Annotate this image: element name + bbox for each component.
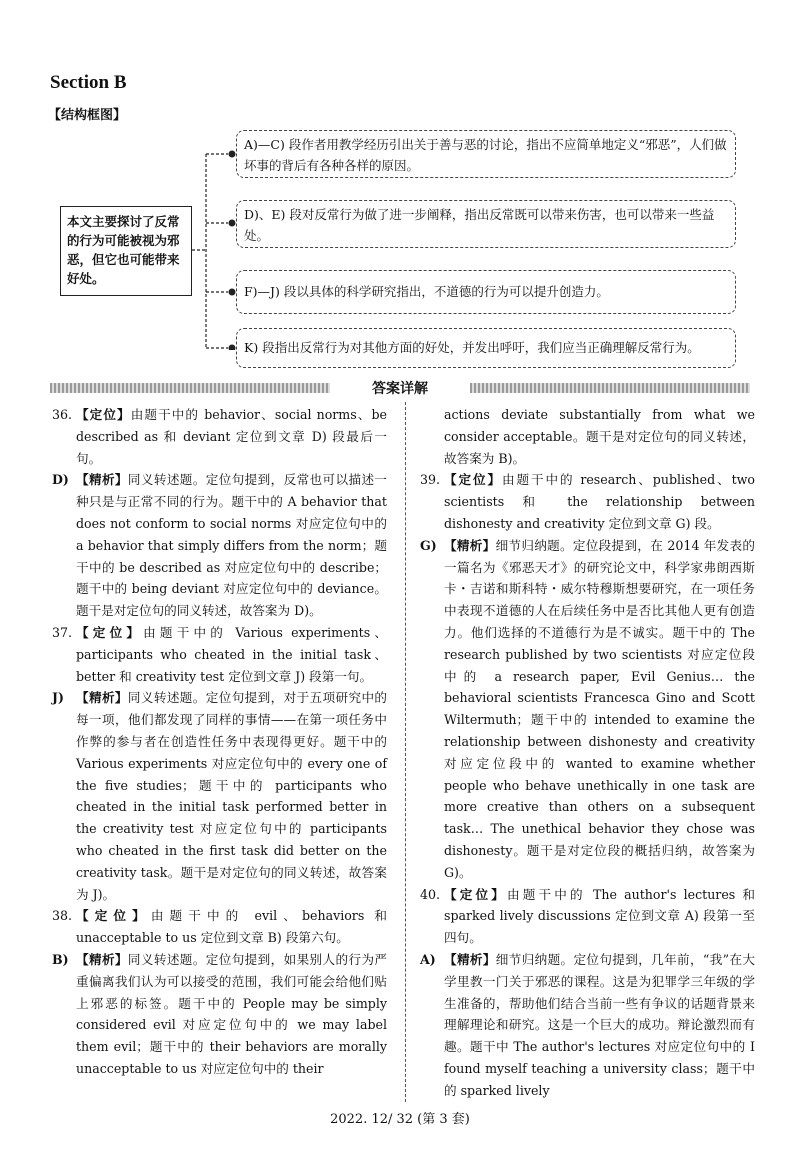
question-37-locate: [52, 622, 387, 687]
item-text: 由题干中的 evil、behaviors 和 unacceptable to us 定位到文章 B) 段第六句。: [76, 908, 387, 946]
item-text: 由题干中的 Various experiments、participants who cheated in the initial task、better 和 creativity test 定位到文章 J) 段第一句。: [76, 624, 387, 684]
item-tag: 【精析】: [444, 951, 496, 967]
branch-box-k: [236, 328, 736, 368]
item-mark: 40.: [420, 886, 441, 902]
answer-40-analysis: [420, 949, 755, 1102]
question-38-locate: [52, 905, 387, 949]
answer-heading: 答案详解: [372, 381, 428, 397]
item-text: 由题干中的 research、published、two scientists 和 the relationship between dishonesty and creativity 定位到文章 G) 段。: [444, 472, 755, 531]
item-text: 细节归纳题。定位段提到，在 2014 年发表的一篇名为《邪恶天才》的研究论文中，科学家弗朗西斯卡・吉诺和斯科特・威尔特穆斯想要研究，在一项任务中表现不道德的人在后续任务中是否比其他人更有创造力。他们选择的不道德行为是不诚实。题干中的 The research published by two scientists 对应定位段中的 a research paper, Evil Genius… the behavioral scientists Francesca Gino and Scott Wiltermuth；题干中的 intended to examine the relationship between dishonesty and creativity 对应定位段中的 wanted to examine whether people who behave unethically in one task are more creative than others on a subsequent task… The unethical behavior they chose was dishonesty。题干是对定位段的概括归纳，故答案为 G)。: [444, 537, 756, 880]
branch-text: F)—J) 段以具体的科学研究指出，不道德的行为可以提升创造力。: [244, 284, 609, 299]
answer-36-analysis: [52, 469, 387, 622]
item-tag: 【定位】: [76, 624, 144, 640]
item-text: 由题干中的 The author's lectures 和 sparked lively discussions 定位到文章 A) 段第一至四句。: [444, 886, 756, 946]
item-mark: D): [52, 472, 69, 488]
item-tag: 【精析】: [444, 537, 496, 553]
branch-box-f-j: [236, 270, 736, 314]
question-36-locate: [52, 404, 387, 469]
item-mark: 38.: [52, 908, 73, 924]
item-tag: 【精析】: [76, 951, 128, 967]
heading-band-left: [50, 383, 330, 393]
branch-box-a-c: [236, 130, 736, 178]
item-tag: 【精析】: [76, 690, 128, 706]
item-mark: A): [420, 951, 436, 967]
item-tag: 【定位】: [76, 908, 151, 924]
question-39-locate: [420, 469, 755, 534]
item-text: 同义转述题。定位句提到，反常也可以描述一种只是与正常不同的行为。题干中的 A behavior that does not conform to social norms 对应定位句中的 a behavior that simply differs from the norm；题干中的 be described as 对应定位句中的 describe；题干中的 being deviant 对应定位句中的 deviance。题干是对定位句的同义转述，故答案为 D)。: [76, 472, 388, 619]
column-divider: [405, 402, 406, 1102]
summary-text: 本文主要探讨了反常的行为可能被视为邪恶，但它也可能带来好处。: [67, 214, 180, 286]
right-column: [420, 404, 755, 1102]
answer-39-analysis: [420, 535, 755, 884]
answer-heading-bar: [50, 378, 750, 398]
item-text: 同义转述题。定位句提到，如果别人的行为严重偏离我们认为可以接受的范围，我们可能会给他们贴上邪恶的标签。题干中的 People may be simply considered evil 对应定位句中的 we may label them evil；题干中的 their behaviors are morally unacceptable to us 对应定位句中的 their: [76, 951, 388, 1076]
item-mark: J): [52, 690, 64, 706]
answer-37-analysis: [52, 687, 387, 905]
item-mark: 39.: [420, 472, 441, 488]
item-mark: G): [420, 537, 437, 553]
branch-box-d-e: [236, 200, 736, 248]
section-title: Section B: [50, 72, 127, 93]
heading-band-right: [470, 383, 750, 393]
item-text: 由题干中的 behavior、social norms、be described as 和 deviant 定位到文章 D) 段最后一句。: [76, 407, 387, 466]
answer-38-continuation: actions deviate substantially from what we consider acceptable。题干是对定位句的同义转述，故答案为 B)。: [444, 407, 755, 466]
answer-38-analysis: [52, 949, 387, 1080]
branch-text: A)—C) 段作者用教学经历引出关于善与恶的讨论，指出不应简单地定义“邪恶”，人们做坏事的背后有各种各样的原因。: [244, 137, 727, 173]
item-tag: 【定位】: [444, 472, 502, 488]
item-text: 同义转述题。定位句提到，对于五项研究中的每一项，他们都发现了同样的事情——在第一项任务中作弊的参与者在创造性任务中表现得更好。题干中的 Various experiments 对应定位句中的 every one of the five studies；题干中的 participants who cheated in the initial task performed better in the creativity test 对应定位句中的 participants who cheated in the first task did better on the creativity task。题干是对定位句的同义转述，故答案为 J)。: [76, 690, 388, 902]
branch-text: D)、E) 段对反常行为做了进一步阐释，指出反常既可以带来伤害，也可以带来一些益处。: [244, 207, 715, 243]
question-40-locate: [420, 884, 755, 949]
item-mark: B): [52, 951, 69, 967]
item-tag: 【精析】: [76, 472, 128, 488]
tree-connector: [192, 150, 242, 350]
item-mark: 36.: [52, 407, 73, 422]
item-tag: 【定位】: [444, 886, 508, 902]
summary-box: [60, 206, 192, 296]
branch-text: K) 段指出反常行为对其他方面的好处，并发出呼吁，我们应当正确理解反常行为。: [244, 340, 700, 355]
item-tag: 【定位】: [76, 407, 131, 422]
structure-frame-label: 【结构框图】: [48, 108, 127, 123]
item-mark: 37.: [52, 624, 73, 640]
page-footer: 2022. 12/ 32 (第 3 套): [330, 1112, 470, 1127]
left-column: [52, 404, 387, 1080]
item-text: 细节归纳题。定位句提到，几年前，“我”在大学里教一门关于邪恶的课程。这是为犯罪学三年级的学生准备的，帮助他们结合当前一些有争议的话题背景来理解理论和研究。这是一个巨大的成功。辩论激烈而有趣。题干中 The author's lectures 对应定位句中的 I found myself teaching a university class；题干中的 sparked lively: [444, 951, 755, 1098]
